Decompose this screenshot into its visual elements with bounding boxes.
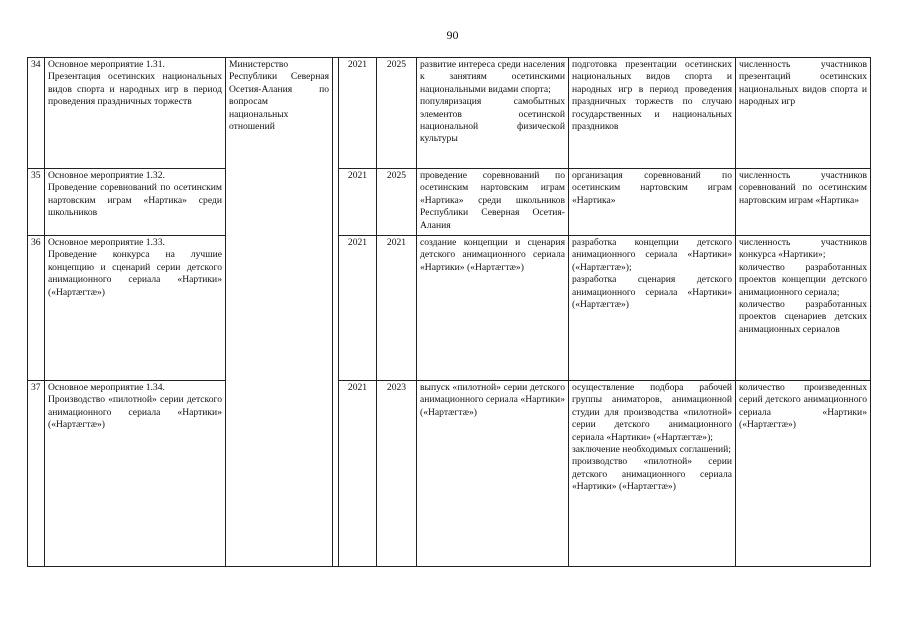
indicator-item: численность участников конкурса «Нартики»; — [739, 237, 867, 261]
row-number: 35 — [28, 169, 45, 236]
event-cell — [45, 236, 226, 381]
indicator-item: численность участников соревнований по осетинским нартовским играм «Нартика» — [739, 170, 867, 206]
event-name: Производство «пилотной» серии детского анимационного сериала «Нартики» («Нартæгтæ») — [48, 394, 222, 431]
year-start: 2021 — [339, 58, 377, 169]
year-end: 2025 — [377, 58, 417, 169]
event-name: Проведение соревнований по осетинским нартовским играм «Нартика» среди школьников — [48, 182, 222, 219]
indicator-cell — [736, 236, 871, 381]
year-start: 2021 — [339, 381, 377, 567]
year-start: 2021 — [339, 169, 377, 236]
indicator-cell — [736, 381, 871, 567]
activity-cell — [569, 169, 736, 236]
result-item: выпуск «пилотной» серии детского анимационного сериала «Нартики» («Нартæгтæ») — [420, 382, 565, 418]
activity-cell — [569, 236, 736, 381]
result-item: создание концепции и сценария детского анимационного сериала «Нартики» («Нартæгтæ») — [420, 237, 565, 273]
event-cell — [45, 58, 226, 169]
result-item: популяризация самобытных элементов осетинской национальной физической культуры — [420, 96, 565, 145]
indicator-item: количество произведенных серий детского анимационного сериала «Нартики» («Нартæгтæ») — [739, 382, 867, 431]
indicator-item: количество разработанных проектов сценариев детских анимационных сериалов — [739, 299, 867, 335]
activity-item: разработка сценария детского анимационного сериала «Нартики» («Нартæгтæ») — [572, 274, 732, 311]
result-cell — [417, 58, 569, 169]
year-end: 2023 — [377, 381, 417, 567]
indicator-cell — [736, 169, 871, 236]
event-cell — [45, 381, 226, 567]
activity-item: подготовка презентации осетинских национальных видов спорта и народных игр в период проведения праздничных торжеств по случаю государственных и национальных праздников — [572, 59, 732, 133]
result-cell — [417, 169, 569, 236]
row-number: 34 — [28, 58, 45, 169]
table-row — [28, 381, 871, 567]
activity-item: разработка концепции детского анимационного сериала «Нартики» («Нартæгтæ»); — [572, 237, 732, 273]
year-end: 2021 — [377, 236, 417, 381]
event-title: Основное мероприятие 1.33. — [48, 237, 165, 248]
event-title: Основное мероприятие 1.32. — [48, 170, 165, 181]
result-cell — [417, 236, 569, 381]
row-number: 36 — [28, 236, 45, 381]
result-item: развитие интереса среди населения к занятиям осетинскими национальными видами спорта; — [420, 59, 565, 95]
table-row — [28, 58, 871, 169]
event-title: Основное мероприятие 1.34. — [48, 382, 165, 393]
table-row — [28, 169, 871, 236]
row-number: 37 — [28, 381, 45, 567]
activity-item: осуществление подбора рабочей группы аниматоров, анимационной студии для производства «пилотной» серии детского анимационного сериала «Нартики» («Нартæгтæ»); — [572, 382, 732, 443]
event-name: Презентация осетинских национальных видов спорта и народных игр в период проведения праздничных торжеств — [48, 71, 222, 108]
event-name: Проведение конкурса на лучшие концепцию и сценарий серии детского анимационного сериала «Нартики» («Нартæгтæ») — [48, 249, 222, 298]
event-title: Основное мероприятие 1.31. — [48, 59, 165, 70]
event-cell — [45, 169, 226, 236]
result-cell — [417, 381, 569, 567]
year-end: 2025 — [377, 169, 417, 236]
result-item: проведение соревнований по осетинским нартовским играм «Нартика» среди школьников Республики Северная Осетия-Алания — [420, 170, 565, 231]
activity-item: заключение необходимых соглашений; — [572, 444, 731, 456]
program-events-table — [27, 57, 871, 567]
page-number: 90 — [446, 28, 459, 42]
indicator-item: численность участников презентаций осетинских национальных видов спорта и народных игр — [739, 59, 867, 108]
activity-item: организация соревнований по осетинским нартовским играм «Нартика» — [572, 170, 732, 206]
indicator-item: количество разработанных проектов концепции детского анимационного сериала; — [739, 261, 867, 298]
responsible-executor: Министерство Республики Северная Осетия-Алания по вопросам национальных отношений — [226, 58, 333, 567]
activity-cell — [569, 58, 736, 169]
activity-item: производство «пилотной» серии детского анимационного сериала «Нартики» («Нартæгтæ») — [572, 456, 732, 493]
indicator-cell — [736, 58, 871, 169]
activity-cell — [569, 381, 736, 567]
table-row — [28, 236, 871, 381]
year-start: 2021 — [339, 236, 377, 381]
